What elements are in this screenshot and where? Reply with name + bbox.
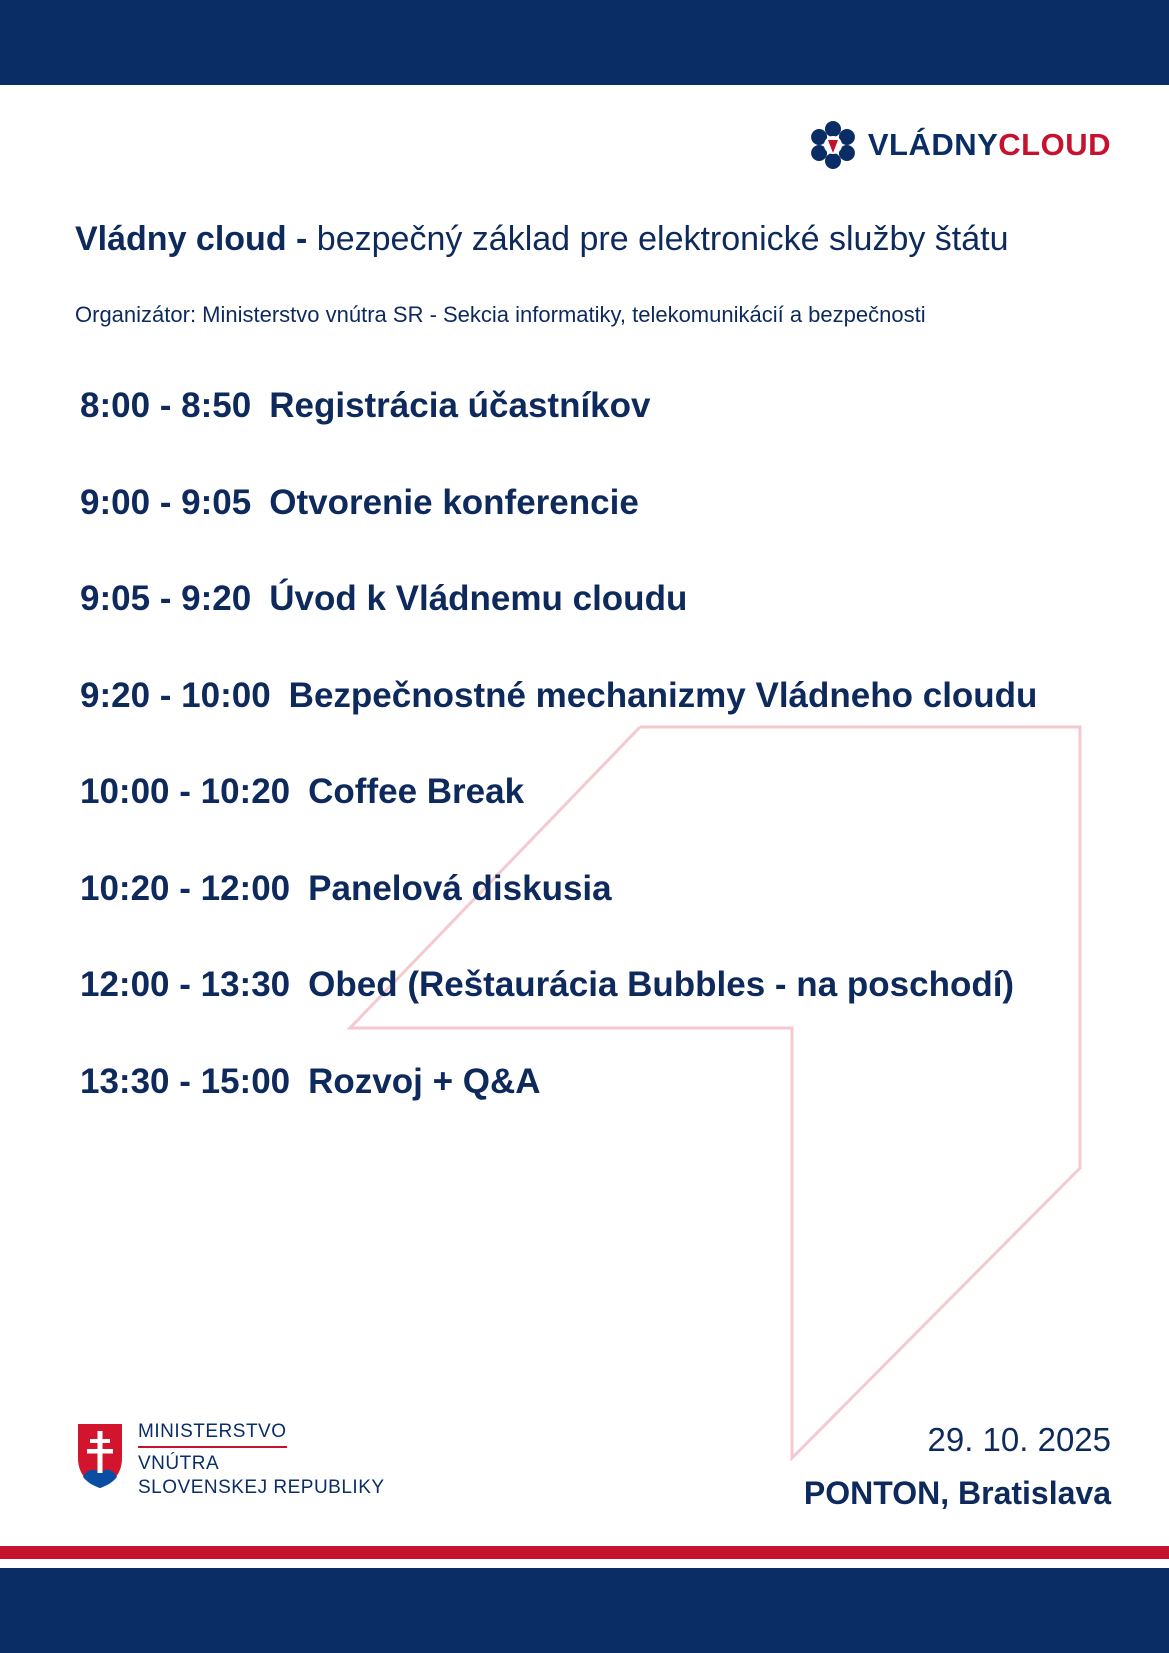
agenda-item <box>80 867 1037 964</box>
agenda-time: 9:20 - 10:00 <box>80 675 271 715</box>
agenda-item <box>80 963 1037 1060</box>
organizer-line: Organizátor: Ministerstvo vnútra SR - Sekcia informatiky, telekomunikácií a bezpečnosti <box>75 302 926 327</box>
agenda-item <box>80 481 1037 578</box>
event-date: 29. 10. 2025 <box>927 1421 1111 1458</box>
event-place: PONTON, Bratislava <box>803 1475 1111 1511</box>
agenda-item <box>80 384 1037 481</box>
agenda-title: Panelová diskusia <box>308 868 612 908</box>
ministry-line3: SLOVENSKEJ REPUBLIKY <box>138 1477 385 1498</box>
event-info <box>804 1418 1111 1516</box>
agenda-time: 9:00 - 9:05 <box>80 482 252 522</box>
ministry-name <box>138 1420 385 1500</box>
ministry-logo <box>76 1420 385 1500</box>
page-title <box>75 220 1009 259</box>
agenda-time: 9:05 - 9:20 <box>80 579 252 618</box>
agenda-title: Otvorenie konferencie <box>269 482 639 522</box>
agenda-time: 10:00 - 10:20 <box>80 772 291 811</box>
agenda-title: Obed (Reštaurácia Bubbles - na poschodí) <box>308 965 1015 1004</box>
agenda-time: 12:00 - 13:30 <box>80 965 291 1004</box>
brand-wordmark <box>868 127 1111 163</box>
brand-name-part2: CLOUD <box>998 127 1111 162</box>
agenda-time: 10:20 - 12:00 <box>80 868 291 908</box>
agenda-item <box>80 1060 1037 1157</box>
slovak-coat-of-arms-icon <box>76 1422 124 1490</box>
agenda-title: Rozvoj + Q&A <box>308 1061 541 1101</box>
ministry-line2: VNÚTRA <box>138 1453 220 1474</box>
vladny-cloud-flower-icon <box>808 120 858 170</box>
agenda-title: Coffee Break <box>308 772 525 811</box>
agenda-item <box>80 577 1037 674</box>
bottom-red-stripe <box>0 1546 1169 1559</box>
agenda-time: 8:00 - 8:50 <box>80 386 252 425</box>
vladny-cloud-logo <box>808 120 1111 170</box>
agenda-title: Registrácia účastníkov <box>269 386 651 425</box>
agenda-time: 13:30 - 15:00 <box>80 1061 291 1101</box>
title-rest: bezpečný základ pre elektronické služby štátu <box>307 220 1009 258</box>
title-bold: Vládny cloud - <box>75 220 308 258</box>
agenda-title: Bezpečnostné mechanizmy Vládneho cloudu <box>288 675 1038 715</box>
top-banner <box>0 0 1169 85</box>
agenda-title: Úvod k Vládnemu cloudu <box>269 579 688 618</box>
agenda-list <box>80 384 1037 1156</box>
agenda-item <box>80 674 1037 771</box>
brand-name-part1: VLÁDNY <box>867 127 999 162</box>
agenda-item <box>80 770 1037 867</box>
bottom-banner <box>0 1568 1169 1653</box>
ministry-line1: MINISTERSTVO <box>138 1420 287 1448</box>
